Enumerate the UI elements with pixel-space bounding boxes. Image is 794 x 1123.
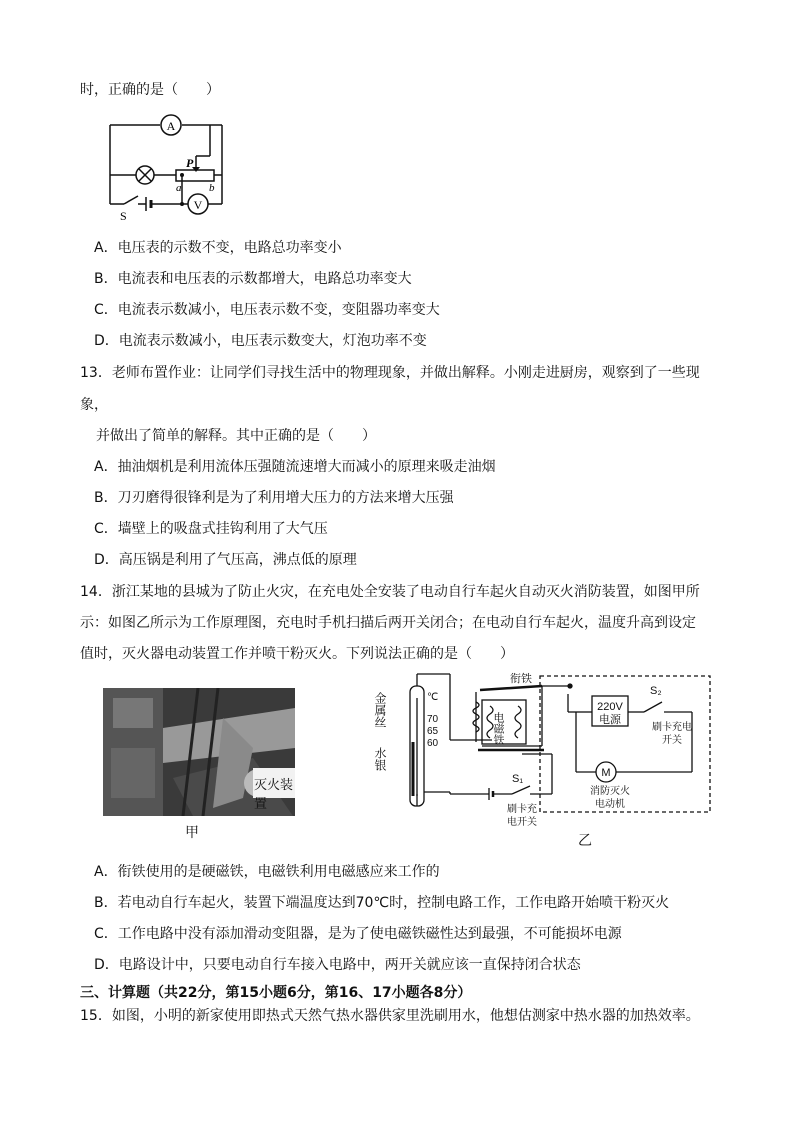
power-source-label: 电源 [599,714,621,726]
q13-stem-line3: 并做出了简单的解释。其中正确的是（ ） [96,428,376,444]
figure-yi-caption: 乙 [578,833,592,849]
s2-label: S₂ [650,685,662,697]
s1-desc-1: 刷卡充 [507,804,537,815]
section-3-heading: 三、计算题（共22分，第15小题6分，第16、17小题各8分） [80,985,472,1001]
q15-stem-line1: 15．如图，小明的新家使用即热式天然气热水器供家里洗刷用水，他想估测家中热水器的加热效率。 [80,1008,700,1024]
q14-stem-line2: 示：如图乙所示为工作原理图，充电时手机扫描后两开关闭合；在电动自行车起火，温度升高到设定 [80,615,696,631]
q12-option-d: D．电流表示数减小，电压表示数变大，灯泡功率不变 [94,333,427,349]
circuit-diagram-1 [100,112,230,230]
q13-option-c: C．墙壁上的吸盘式挂钩利用了大气压 [94,521,328,537]
mercury-label: 水银 [373,747,387,771]
celsius-unit: ℃ [427,692,439,703]
temp-70: 70 [427,714,439,725]
q13-option-b: B．刀刃磨得很锋利是为了利用增大压力的方法来增大压强 [94,490,454,506]
q13-option-d: D．高压锅是利用了气压高，沸点低的原理 [94,552,357,568]
q14-stem-line3: 值时，灭火器电动装置工作并喷干粉灭火。下列说法正确的是（ ） [80,646,514,662]
fire-extinguisher-photo [103,688,295,816]
motor-desc-1: 消防灭火 [590,786,630,797]
q14-option-d: D．电路设计中，只要电动自行车接入电路中，两开关就应该一直保持闭合状态 [94,957,581,973]
q12-stem-tail: 时，正确的是（ ） [80,82,220,98]
extinguisher-device-label: 灭火装置 [254,778,294,812]
q13-option-a: A．抽油烟机是利用流体压强随流速增大而减小的原理来吸走油烟 [94,459,496,475]
temp-65: 65 [427,726,439,737]
q14-option-c: C．工作电路中没有添加滑动变阻器，是为了使电磁铁磁性达到最强，不可能损坏电源 [94,926,622,942]
q14-stem-line1: 14．浙江某地的县城为了防止火灾，在充电处全安装了电动自行车起火自动灭火消防装置，如图甲所 [80,584,700,600]
q14-option-a: A．衔铁使用的是硬磁铁，电磁铁利用电磁感应来工作的 [94,864,440,880]
switch-label: S [120,209,127,223]
s2-desc-1: 刷卡充电 [652,722,692,733]
wire-label: 金属丝 [373,692,387,728]
power-voltage-label: 220V [597,701,623,713]
q12-option-b: B．电流表和电压表的示数都增大，电路总功率变大 [94,271,412,287]
q13-stem-line1: 13．老师布置作业：让同学们寻找生活中的物理现象，并做出解释。小刚走进厨房，观察到了一些现 [80,365,700,381]
q12-option-c: C．电流表示数减小，电压表示数不变，变阻器功率变大 [94,302,440,318]
q13-stem-line2: 象， [80,397,108,413]
ammeter-label: A [166,119,176,133]
temp-60: 60 [427,738,439,749]
q12-option-a: A．电压表的示数不变，电路总功率变小 [94,240,342,256]
figure-jia-caption: 甲 [185,825,199,841]
s1-desc-2: 电开关 [507,817,537,828]
fire-control-circuit-diagram [372,672,714,850]
s1-label: S₁ [512,773,524,785]
s2-desc-2: 开关 [662,735,682,746]
end-b-label: b [209,182,215,194]
slider-label: P [186,156,194,170]
electromagnet-label: 电磁铁 [492,712,504,745]
voltmeter-label: V [193,198,203,212]
motor-symbol: M [601,767,611,779]
end-a-label: a [176,182,182,194]
q14-option-b: B．若电动自行车起火，装置下端温度达到70℃时，控制电路工作，工作电路开始喷干粉灭火 [94,895,670,911]
motor-desc-2: 电动机 [595,799,625,810]
armature-label: 衔铁 [510,673,532,685]
